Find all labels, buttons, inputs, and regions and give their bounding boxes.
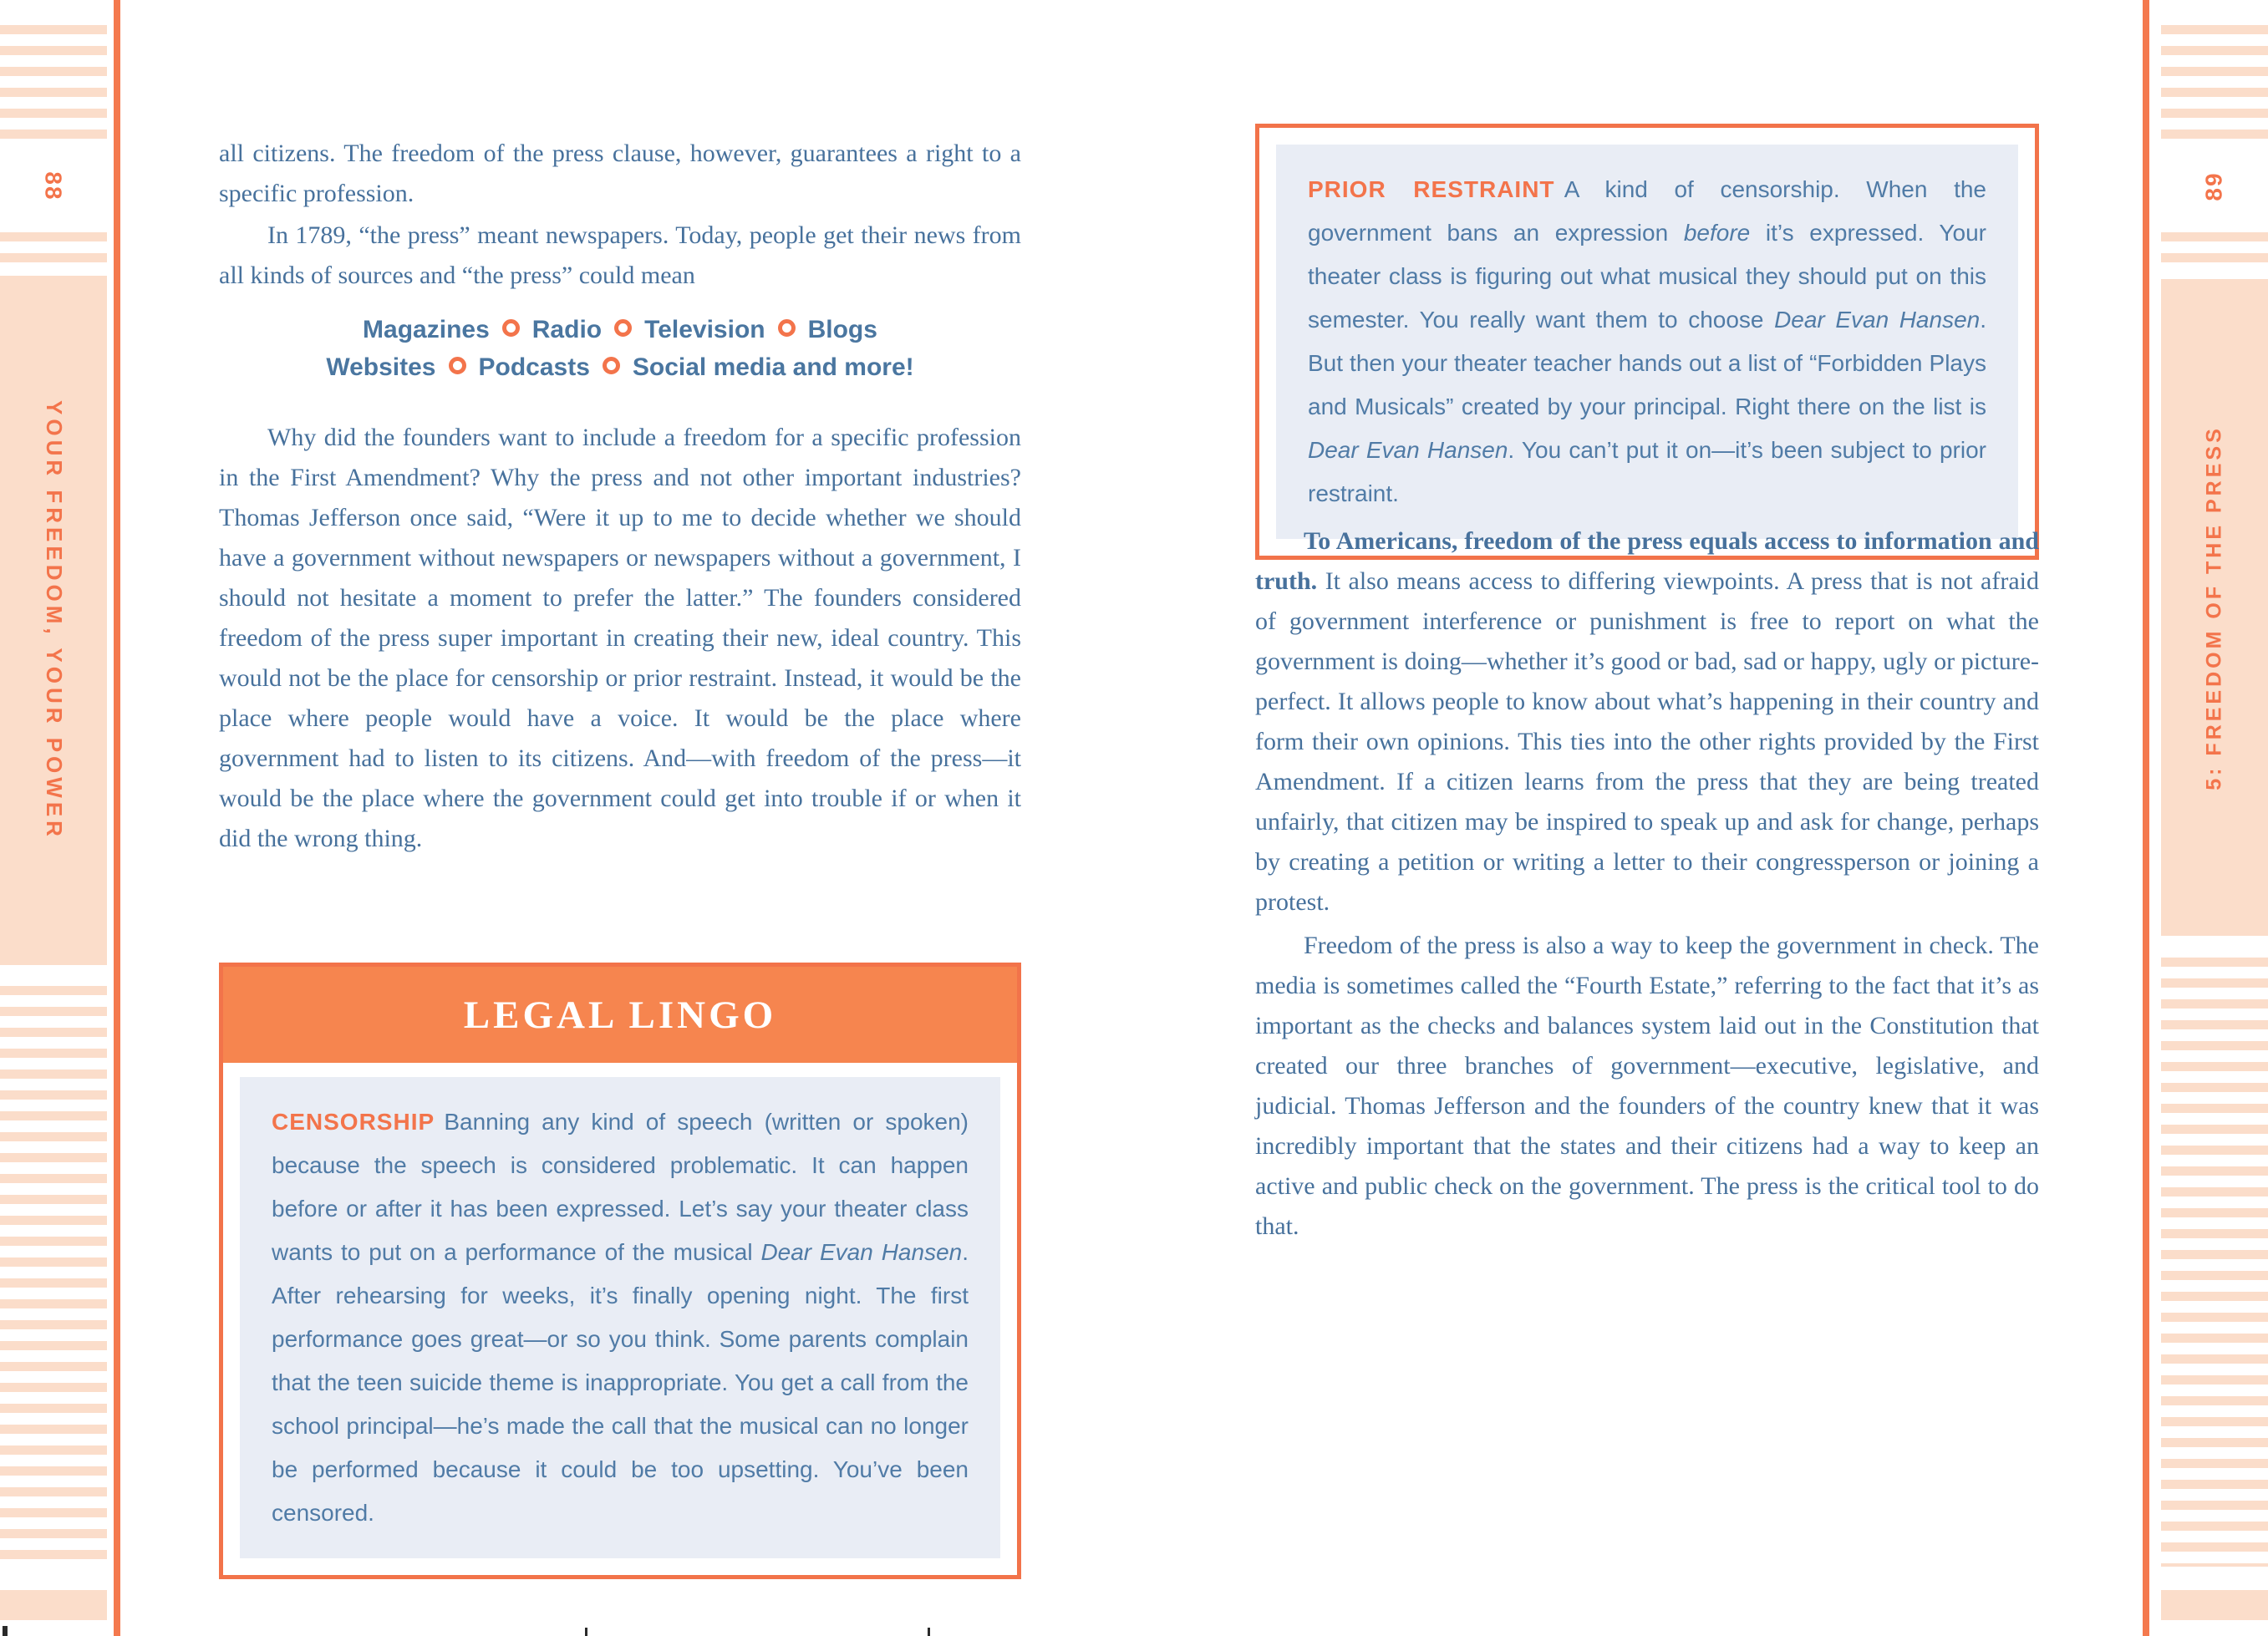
- list-bullet-icon: [603, 357, 620, 374]
- chapter-title-left: [0, 276, 107, 965]
- list-bullet-icon: [502, 319, 520, 337]
- legal-lingo-box: [219, 963, 1021, 1579]
- media-list-line: [219, 311, 1021, 348]
- crop-mark: [928, 1628, 930, 1636]
- page-number: 88: [41, 170, 67, 201]
- stripe-block: [2161, 1590, 2268, 1620]
- media-item: Podcasts: [478, 353, 590, 381]
- media-item: Blogs: [807, 316, 877, 343]
- media-item: Magazines: [363, 316, 490, 343]
- chapter-title-vertical: 5: FREEDOM OF THE PRESS: [2202, 424, 2226, 790]
- list-bullet-icon: [614, 319, 632, 337]
- stripe-pattern: [0, 232, 107, 263]
- crop-mark: [585, 1628, 587, 1636]
- media-item: Social media and more!: [632, 353, 914, 381]
- stripe-pattern: [2161, 25, 2268, 139]
- margin-rule-right: [2143, 0, 2149, 1636]
- chapter-title-right: [2161, 279, 2268, 936]
- stripe-pattern: [2161, 958, 2268, 1567]
- crop-mark: [3, 1626, 8, 1636]
- stripe-pattern: [0, 986, 107, 1567]
- body-paragraph: Freedom of the press is also a way to keep the government in check. The media is sometimes called the “Fourth Estate,” referring to the fact that it’s as important as the checks and balances system laid out in the Constitution that created our three branches of government—executive, legislative, and judicial. Thomas Jefferson and the founders of the country knew that it was incredibly important that the states and their citizens had a way to keep an active and public check on the government. The press is the critical tool to do that.: [1255, 932, 2039, 1240]
- prior-restraint-term: PRIOR RESTRAINT: [1308, 176, 1555, 202]
- list-bullet-icon: [449, 357, 466, 374]
- censorship-term: CENSORSHIP: [272, 1109, 435, 1135]
- chapter-title-vertical: YOUR FREEDOM, YOUR POWER: [41, 400, 67, 841]
- media-list-line: [219, 348, 1021, 386]
- body-paragraph: In 1789, “the press” meant newspapers. Today, people get their news from all kinds of sources and “the press” could mean: [219, 221, 1021, 289]
- media-list: [219, 311, 1021, 386]
- prior-restraint-box: [1255, 124, 2039, 560]
- margin-rule-left: [114, 0, 120, 1636]
- page-number-right: [2161, 142, 2268, 230]
- page-number: 89: [2201, 170, 2227, 201]
- media-item: Television: [644, 316, 765, 343]
- media-item: Websites: [326, 353, 436, 381]
- censorship-definition: CENSORSHIP Banning any kind of speech (written or spoken) because the speech is considered problematic. It can happen before or after it has been expressed. Let’s say your theater class wants to put on a performance of the musical Dear Evan Hansen. After rehearsing for weeks, it’s finally opening night. The first performance goes great—or so you think. Some parents complain that the teen suicide theme is inappropriate. You get a call from the school principal—he’s made the call that the musical can no longer be performed because it could be too upsetting. You’ve been censored.: [272, 1109, 969, 1526]
- prior-restraint-panel: [1276, 145, 2018, 539]
- legal-lingo-title: LEGAL LINGO: [463, 993, 777, 1037]
- censorship-panel: [240, 1077, 1000, 1558]
- list-bullet-icon: [778, 319, 796, 337]
- stripe-pattern: [0, 25, 107, 139]
- page-number-left: [0, 142, 107, 230]
- media-item: Radio: [531, 316, 603, 343]
- legal-lingo-header: [223, 967, 1017, 1063]
- body-paragraph: Why did the founders want to include a freedom for a specific profession in the First Amendment? Why the press and not other important industries? Thomas Jefferson once said, “Were it up to me to decide whether we should have a government without newspapers or newspapers without a government, I should not hesitate a moment to prefer the latter.” The founders considered freedom of the press super important in creating their new, ideal country. This would not be the place for censorship or prior restraint. Instead, it would be the place where people would have a voice. It would be the place where government had to listen to its citizens. And—with freedom of the press—it would be the place where the government could get into trouble if or when it did the wrong thing.: [219, 424, 1021, 852]
- body-paragraph: all citizens. The freedom of the press clause, however, guarantees a right to a specific profession.: [219, 140, 1021, 207]
- prior-restraint-definition: PRIOR RESTRAINT A kind of censorship. When the government bans an expression before it’s expressed. Your theater class is figuring out what musical they should put on this semester. You really want them to choose Dear Evan Hansen. But then your theater teacher hands out a list of “Forbidden Plays and Musicals” created by your principal. Right there on the list is Dear Evan Hansen. You can’t put it on—it’s been subject to prior restraint.: [1308, 176, 1987, 506]
- body-paragraph: To Americans, freedom of the press equals access to information and truth. It also means access to differing viewpoints. A press that is not afraid of government interference or punishment is free to report on what the government is doing—whether it’s good or bad, sad or happy, ugly or picture-perfect. It allows people to know about what’s happening in their country and form their own opinions. This ties into the other rights provided by the First Amendment. If a citizen learns from the press that they are being treated unfairly, that citizen may be inspired to speak up and ask for change, perhaps by creating a petition or writing a letter to their congressperson or joining a protest.: [1255, 527, 2039, 916]
- stripe-pattern: [2161, 232, 2268, 263]
- stripe-block: [0, 1590, 107, 1620]
